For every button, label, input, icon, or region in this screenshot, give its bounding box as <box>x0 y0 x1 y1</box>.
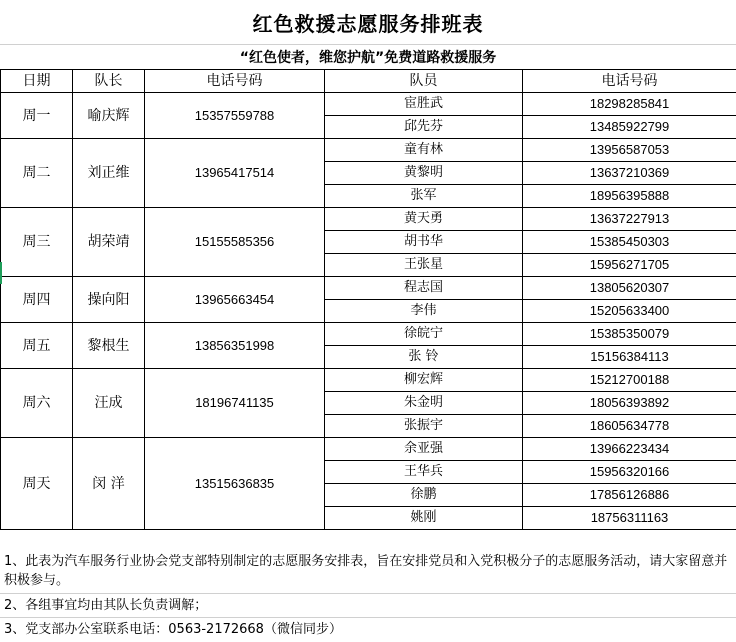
leader-phone-cell[interactable]: 15155585356 <box>145 208 325 277</box>
table-row <box>1 369 736 392</box>
member-phone-cell[interactable]: 13637210369 <box>523 162 736 185</box>
member-phone-cell[interactable]: 18605634778 <box>523 415 736 438</box>
leader-cell[interactable]: 黎根生 <box>73 323 145 369</box>
member-cell[interactable]: 宦胜武 <box>325 93 523 116</box>
header-leader[interactable]: 队长 <box>73 70 145 93</box>
leader-cell[interactable]: 刘正维 <box>73 139 145 208</box>
member-cell[interactable]: 胡书华 <box>325 231 523 254</box>
member-phone-cell[interactable]: 15385450303 <box>523 231 736 254</box>
leader-phone-cell[interactable]: 18196741135 <box>145 369 325 438</box>
page-subtitle: “红色使者，维您护航”免费道路救援服务 <box>239 50 497 66</box>
member-phone-cell[interactable]: 18298285841 <box>523 93 736 116</box>
member-phone-cell[interactable]: 18756311163 <box>523 507 736 530</box>
day-cell[interactable]: 周六 <box>1 369 73 438</box>
member-phone-cell[interactable]: 17856126886 <box>523 484 736 507</box>
member-cell[interactable]: 柳宏辉 <box>325 369 523 392</box>
member-cell[interactable]: 徐皖宁 <box>325 323 523 346</box>
day-cell[interactable]: 周二 <box>1 139 73 208</box>
member-cell[interactable]: 姚刚 <box>325 507 523 530</box>
member-cell[interactable]: 童有林 <box>325 139 523 162</box>
member-phone-cell[interactable]: 15385350079 <box>523 323 736 346</box>
member-phone-cell[interactable]: 15956271705 <box>523 254 736 277</box>
header-date[interactable]: 日期 <box>1 70 73 93</box>
leader-phone-cell[interactable]: 13515636835 <box>145 438 325 530</box>
day-cell[interactable]: 周一 <box>1 93 73 139</box>
leader-phone-cell[interactable]: 13856351998 <box>145 323 325 369</box>
member-cell[interactable]: 朱金明 <box>325 392 523 415</box>
member-cell[interactable]: 张军 <box>325 185 523 208</box>
schedule-table <box>0 69 736 530</box>
member-cell[interactable]: 徐鹏 <box>325 484 523 507</box>
leader-phone-cell[interactable]: 13965417514 <box>145 139 325 208</box>
member-cell[interactable]: 余亚强 <box>325 438 523 461</box>
leader-cell[interactable]: 喻庆辉 <box>73 93 145 139</box>
header-member[interactable]: 队员 <box>325 70 523 93</box>
member-phone-cell[interactable]: 15156384113 <box>523 346 736 369</box>
member-cell[interactable]: 邱先芬 <box>325 116 523 139</box>
leader-cell[interactable]: 汪成 <box>73 369 145 438</box>
leader-cell[interactable]: 胡荣靖 <box>73 208 145 277</box>
divider <box>0 593 736 594</box>
member-cell[interactable]: 李伟 <box>325 300 523 323</box>
member-phone-cell[interactable]: 13637227913 <box>523 208 736 231</box>
table-row <box>1 208 736 231</box>
table-row <box>1 438 736 461</box>
note-3: 3、党支部办公室联系电话：0563-2172668（微信同步） <box>4 622 342 637</box>
header-leader-phone[interactable]: 电话号码 <box>145 70 325 93</box>
table-header-row <box>1 70 736 93</box>
member-phone-cell[interactable]: 18956395888 <box>523 185 736 208</box>
leader-phone-cell[interactable]: 15357559788 <box>145 93 325 139</box>
row-selection-marker <box>0 262 2 284</box>
member-phone-cell[interactable]: 13805620307 <box>523 277 736 300</box>
day-cell[interactable]: 周五 <box>1 323 73 369</box>
member-cell[interactable]: 张 铃 <box>325 346 523 369</box>
page-title: 红色救援志愿服务排班表 <box>0 0 736 45</box>
member-cell[interactable]: 程志国 <box>325 277 523 300</box>
day-cell[interactable]: 周三 <box>1 208 73 277</box>
day-cell[interactable]: 周四 <box>1 277 73 323</box>
member-cell[interactable]: 黄天勇 <box>325 208 523 231</box>
member-cell[interactable]: 张振宇 <box>325 415 523 438</box>
table-row <box>1 323 736 346</box>
table-row <box>1 139 736 162</box>
divider <box>0 617 736 618</box>
note-1: 1、此表为汽车服务行业协会党支部特别制定的志愿服务安排表，旨在安排党员和入党积极分子的志愿服务活动，请大家留意并积极参与。 <box>4 554 728 588</box>
leader-cell[interactable]: 操向阳 <box>73 277 145 323</box>
member-cell[interactable]: 黄黎明 <box>325 162 523 185</box>
header-member-phone[interactable]: 电话号码 <box>523 70 736 93</box>
leader-cell[interactable]: 闵 洋 <box>73 438 145 530</box>
member-cell[interactable]: 王华兵 <box>325 461 523 484</box>
member-cell[interactable]: 王张星 <box>325 254 523 277</box>
leader-phone-cell[interactable]: 13965663454 <box>145 277 325 323</box>
note-2: 2、各组事宜均由其队长负责调解； <box>4 598 208 613</box>
member-phone-cell[interactable]: 18056393892 <box>523 392 736 415</box>
table-row <box>1 93 736 116</box>
member-phone-cell[interactable]: 15205633400 <box>523 300 736 323</box>
table-row <box>1 277 736 300</box>
member-phone-cell[interactable]: 13485922799 <box>523 116 736 139</box>
day-cell[interactable]: 周天 <box>1 438 73 530</box>
member-phone-cell[interactable]: 15956320166 <box>523 461 736 484</box>
member-phone-cell[interactable]: 13966223434 <box>523 438 736 461</box>
schedule-table-body <box>1 93 736 530</box>
member-phone-cell[interactable]: 13956587053 <box>523 139 736 162</box>
member-phone-cell[interactable]: 15212700188 <box>523 369 736 392</box>
